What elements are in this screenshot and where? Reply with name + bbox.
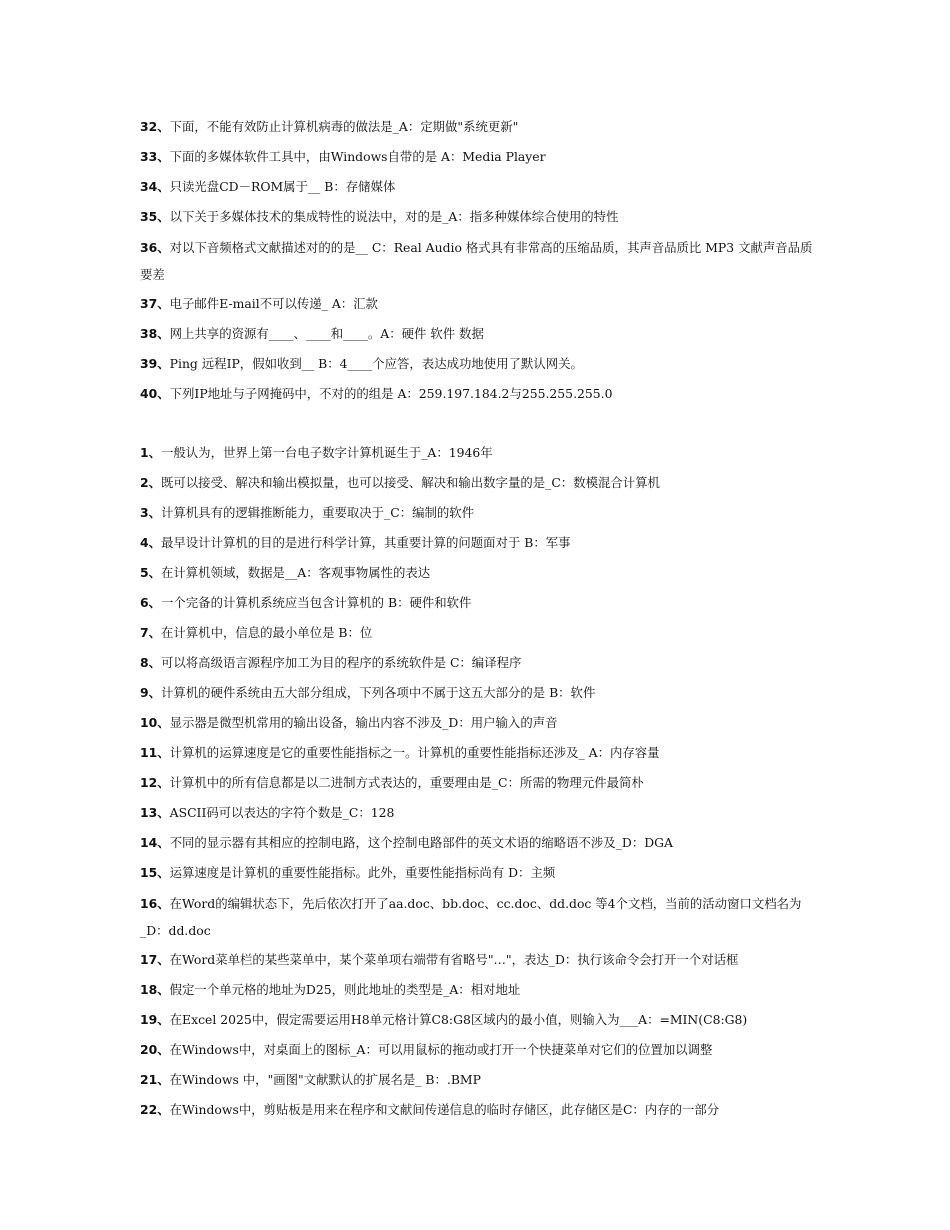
list-item <box>140 945 820 975</box>
list-item <box>140 1005 820 1035</box>
item-text: 在Word的编辑状态下，先后依次打开了aa.doc、bb.doc、cc.doc、dd.doc 等4个文档，当前的活动窗口文档名为_D：dd.doc <box>140 896 802 938</box>
list-item <box>140 678 820 708</box>
list-item <box>140 828 820 858</box>
item-number: 34、 <box>140 179 170 194</box>
list-item <box>140 498 820 528</box>
list-item <box>140 708 820 738</box>
list-item <box>140 319 820 349</box>
item-number: 39、 <box>140 356 170 371</box>
list-item <box>140 1095 820 1125</box>
item-text: 计算机的运算速度是它的重要性能指标之一。计算机的重要性能指标还涉及_ A：内存容量 <box>169 745 660 760</box>
item-text: 电子邮件E-mail不可以传递_ A：汇款 <box>169 296 378 311</box>
item-number: 20、 <box>140 1042 170 1057</box>
list-item <box>140 142 820 172</box>
item-text: 一个完备的计算机系统应当包含计算机的 B：硬件和软件 <box>161 595 472 610</box>
item-number: 38、 <box>140 326 170 341</box>
item-number: 1、 <box>140 445 162 460</box>
item-text: 计算机具有的逻辑推断能力，重要取决于_C：编制的软件 <box>161 505 475 520</box>
item-number: 35、 <box>140 209 170 224</box>
item-text: 以下关于多媒体技术的集成特性的说法中，对的是_A：指多种媒体综合使用的特性 <box>169 209 619 224</box>
list-item <box>140 202 820 232</box>
list-item <box>140 588 820 618</box>
list-item <box>140 172 820 202</box>
item-number: 8、 <box>140 655 162 670</box>
item-text: ASCII码可以表达的字符个数是_C：128 <box>169 805 395 820</box>
list-item <box>140 858 820 888</box>
item-text: 网上共享的资源有____、____和____。A：硬件 软件 数据 <box>169 326 484 341</box>
item-text: 一般认为，世界上第一台电子数字计算机诞生于_A：1946年 <box>161 445 493 460</box>
list-item <box>140 379 820 409</box>
list-item <box>140 528 820 558</box>
list-item <box>140 438 820 468</box>
item-text: 运算速度是计算机的重要性能指标。此外，重要性能指标尚有 D：主频 <box>169 865 556 880</box>
item-number: 16、 <box>140 896 170 911</box>
item-text: 既可以接受、解决和输出模拟量，也可以接受、解决和输出数字量的是_C：数模混合计算机 <box>161 475 660 490</box>
question-list-computer-network <box>140 112 820 409</box>
item-number: 18、 <box>140 982 170 997</box>
list-item <box>140 349 820 379</box>
list-item <box>140 888 820 945</box>
item-number: 37、 <box>140 296 170 311</box>
item-number: 2、 <box>140 475 162 490</box>
item-number: 9、 <box>140 685 162 700</box>
item-number: 40、 <box>140 386 170 401</box>
item-text: 下列IP地址与子网掩码中，不对的的组是 A：259.197.184.2与255.255.255.0 <box>169 386 613 401</box>
item-text: 只读光盘CD－ROM属于__ B：存储媒体 <box>169 179 396 194</box>
item-text: 下面，不能有效防止计算机病毒的做法是_A：定期做"系统更新" <box>169 119 519 134</box>
list-item <box>140 648 820 678</box>
item-text: 在计算机中，信息的最小单位是 B：位 <box>161 625 373 640</box>
list-item <box>140 618 820 648</box>
item-text: 最早设计计算机的目的是进行科学计算，其重要计算的问题面对于 B：军事 <box>161 535 571 550</box>
item-text: 在Windows中，剪贴板是用来在程序和文献间传递信息的临时存储区，此存储区是C：内存的一部分 <box>169 1102 720 1117</box>
item-text: 在Word菜单栏的某些菜单中，某个菜单项右端带有省略号"…"，表达_D：执行该命令会打开一个对话框 <box>169 952 739 967</box>
item-number: 17、 <box>140 952 170 967</box>
item-text: 在Windows中，对桌面上的图标_A：可以用鼠标的拖动或打开一个快捷菜单对它们的位置加以调整 <box>169 1042 713 1057</box>
item-number: 11、 <box>140 745 170 760</box>
list-item <box>140 1065 820 1095</box>
item-number: 21、 <box>140 1072 170 1087</box>
item-text: 计算机的硬件系统由五大部分组成，下列各项中不属于这五大部分的是 B：软件 <box>161 685 596 700</box>
item-text: 在Excel 2025中，假定需要运用H8单元格计算C8:G8区域内的最小值，则输入为___A：=MIN(C8:G8) <box>169 1012 748 1027</box>
list-item <box>140 558 820 588</box>
item-text: 对以下音频格式文献描述对的的是__ C：Real Audio 格式具有非常高的压缩品质，其声音品质比 MP3 文献声音品质要差 <box>140 240 813 282</box>
question-list-computer-basics <box>140 438 820 1125</box>
list-item <box>140 1035 820 1065</box>
item-number: 3、 <box>140 505 162 520</box>
item-number: 14、 <box>140 835 170 850</box>
item-number: 13、 <box>140 805 170 820</box>
item-text: 假定一个单元格的地址为D25，则此地址的类型是_A：相对地址 <box>169 982 521 997</box>
list-item <box>140 768 820 798</box>
item-number: 12、 <box>140 775 170 790</box>
item-text: 显示器是微型机常用的输出设备，输出内容不涉及_D：用户输入的声音 <box>169 715 558 730</box>
item-number: 19、 <box>140 1012 170 1027</box>
list-item <box>140 289 820 319</box>
item-number: 22、 <box>140 1102 170 1117</box>
item-text: Ping 远程IP，假如收到__ B：4____个应答，表达成功地使用了默认网关。 <box>169 356 583 371</box>
item-number: 36、 <box>140 240 170 255</box>
list-item <box>140 798 820 828</box>
item-number: 10、 <box>140 715 170 730</box>
item-number: 5、 <box>140 565 162 580</box>
item-text: 可以将高级语言源程序加工为目的程序的系统软件是 C：编译程序 <box>161 655 522 670</box>
item-text: 不同的显示器有其相应的控制电路，这个控制电路部件的英文术语的缩略语不涉及_D：DGA <box>169 835 674 850</box>
list-item <box>140 738 820 768</box>
item-text: 计算机中的所有信息都是以二进制方式表达的，重要理由是_C：所需的物理元件最简朴 <box>169 775 644 790</box>
item-number: 6、 <box>140 595 162 610</box>
list-item <box>140 468 820 498</box>
item-number: 4、 <box>140 535 162 550</box>
item-number: 32、 <box>140 119 170 134</box>
item-text: 在计算机领域，数据是__A：客观事物属性的表达 <box>161 565 431 580</box>
list-item <box>140 975 820 1005</box>
item-number: 33、 <box>140 149 170 164</box>
item-number: 7、 <box>140 625 162 640</box>
item-number: 15、 <box>140 865 170 880</box>
item-text: 下面的多媒体软件工具中，由Windows自带的是 A：Media Player <box>169 149 546 164</box>
list-item <box>140 232 820 289</box>
list-item <box>140 112 820 142</box>
item-text: 在Windows 中，"画图"文献默认的扩展名是_ B：.BMP <box>169 1072 481 1087</box>
